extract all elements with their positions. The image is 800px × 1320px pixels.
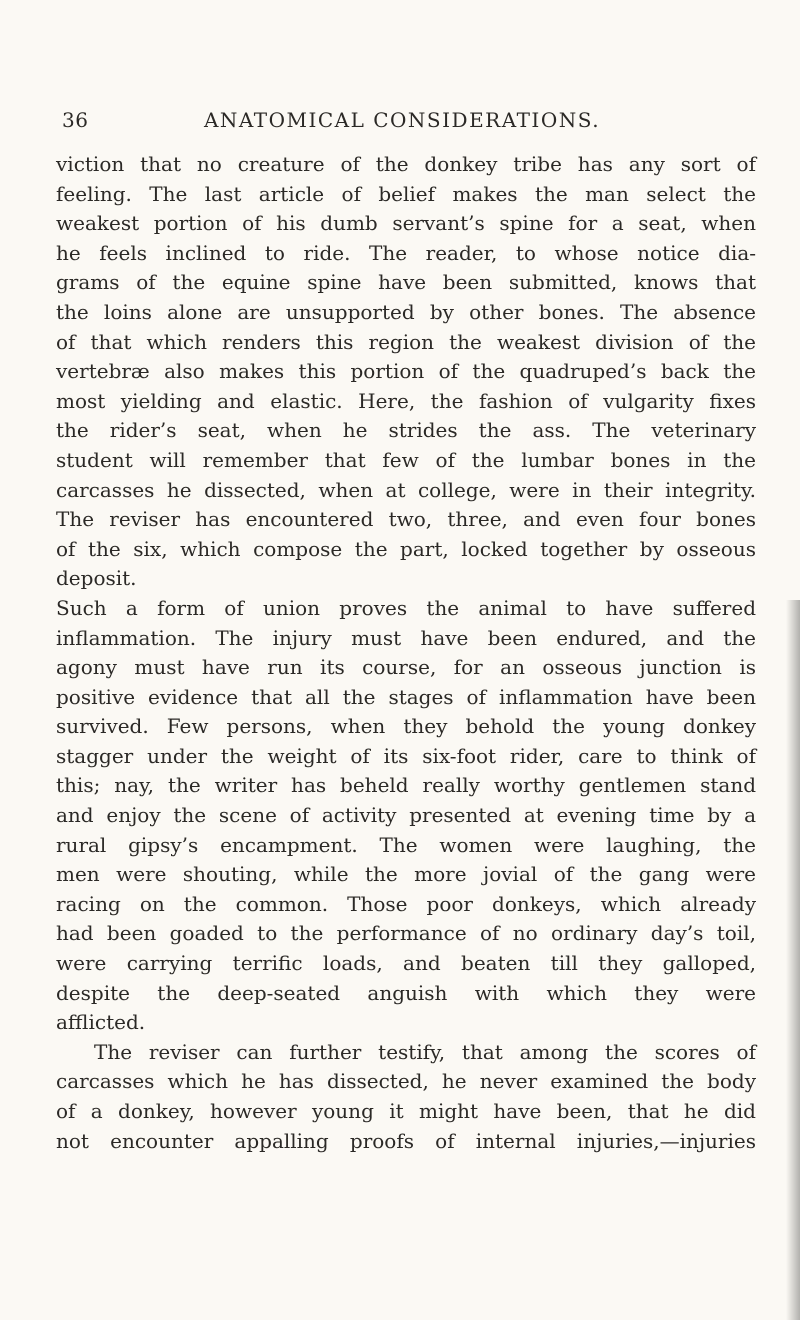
text-line: agony must have run its course, for an osseous junction is bbox=[56, 655, 756, 680]
text-line: most yielding and elastic. Here, the fashion of vulgarity fixes bbox=[56, 388, 756, 413]
text-line: he feels inclined to ride. The reader, to whose notice dia- bbox=[56, 240, 756, 265]
text-line: deposit. bbox=[56, 566, 137, 591]
page-header bbox=[52, 102, 752, 142]
text-line: despite the deep-seated anguish with which they were bbox=[56, 980, 756, 1005]
text-line: of a donkey, however young it might have been, that he did bbox=[56, 1099, 756, 1123]
text-line: feeling. The last article of belief makes the man select the bbox=[56, 181, 756, 206]
text-line: positive evidence that all the stages of inflammation have been bbox=[56, 684, 756, 709]
text-line: survived. Few persons, when they behold the young donkey bbox=[56, 714, 756, 739]
text-line: racing on the common. Those poor donkeys, which already bbox=[56, 891, 756, 916]
text-line: Such a form of union proves the animal to have suffered bbox=[56, 595, 756, 620]
text-line: of that which renders this region the weakest division of the bbox=[56, 329, 756, 354]
text-line: weakest portion of his dumb servant’s spine for a seat, when bbox=[56, 211, 756, 236]
text-line: afflicted. bbox=[56, 1010, 146, 1035]
page-number: 36 bbox=[62, 108, 89, 132]
text-line: viction that no creature of the donkey tribe has any sort of bbox=[56, 152, 756, 176]
text-line: and enjoy the scene of activity presented at evening time by a bbox=[56, 803, 756, 828]
running-title: ANATOMICAL CONSIDERATIONS. bbox=[203, 108, 601, 132]
text-line: student will remember that few of the lumbar bones in the bbox=[56, 447, 756, 472]
text-line: carcasses which he has dissected, he never examined the body bbox=[56, 1069, 756, 1094]
text-line: men were shouting, while the more jovial of the gang were bbox=[56, 862, 756, 887]
text-line: inflammation. The injury must have been endured, and the bbox=[56, 625, 756, 650]
text-line: this; nay, the writer has beheld really worthy gentlemen stand bbox=[56, 773, 756, 798]
text-line: vertebræ also makes this portion of the quadruped’s back the bbox=[56, 359, 756, 384]
text-line: had been goaded to the performance of no ordinary day’s toil, bbox=[56, 921, 756, 946]
text-line: The reviser can further testify, that among the scores of bbox=[94, 1039, 756, 1064]
body-text bbox=[56, 150, 756, 1156]
text-line: the rider’s seat, when he strides the ass. The veterinary bbox=[56, 418, 756, 443]
text-line: the loins alone are unsupported by other bones. The absence bbox=[56, 299, 756, 324]
text-line: not encounter appalling proofs of internal injuries,—injuries bbox=[56, 1128, 756, 1153]
text-line: grams of the equine spine have been submitted, knows that bbox=[56, 270, 756, 295]
text-line: rural gipsy’s encampment. The women were laughing, the bbox=[56, 832, 756, 857]
text-line: were carrying terrific loads, and beaten till they galloped, bbox=[56, 951, 756, 976]
text-line: of the six, which compose the part, locked together by osseous bbox=[56, 536, 756, 561]
text-line: The reviser has encountered two, three, and even four bones bbox=[56, 507, 756, 532]
text-line: stagger under the weight of its six-foot rider, care to think of bbox=[56, 743, 756, 768]
text-line: carcasses he dissected, when at college, were in their integrity. bbox=[56, 477, 756, 502]
page-edge-shadow bbox=[786, 600, 800, 1320]
